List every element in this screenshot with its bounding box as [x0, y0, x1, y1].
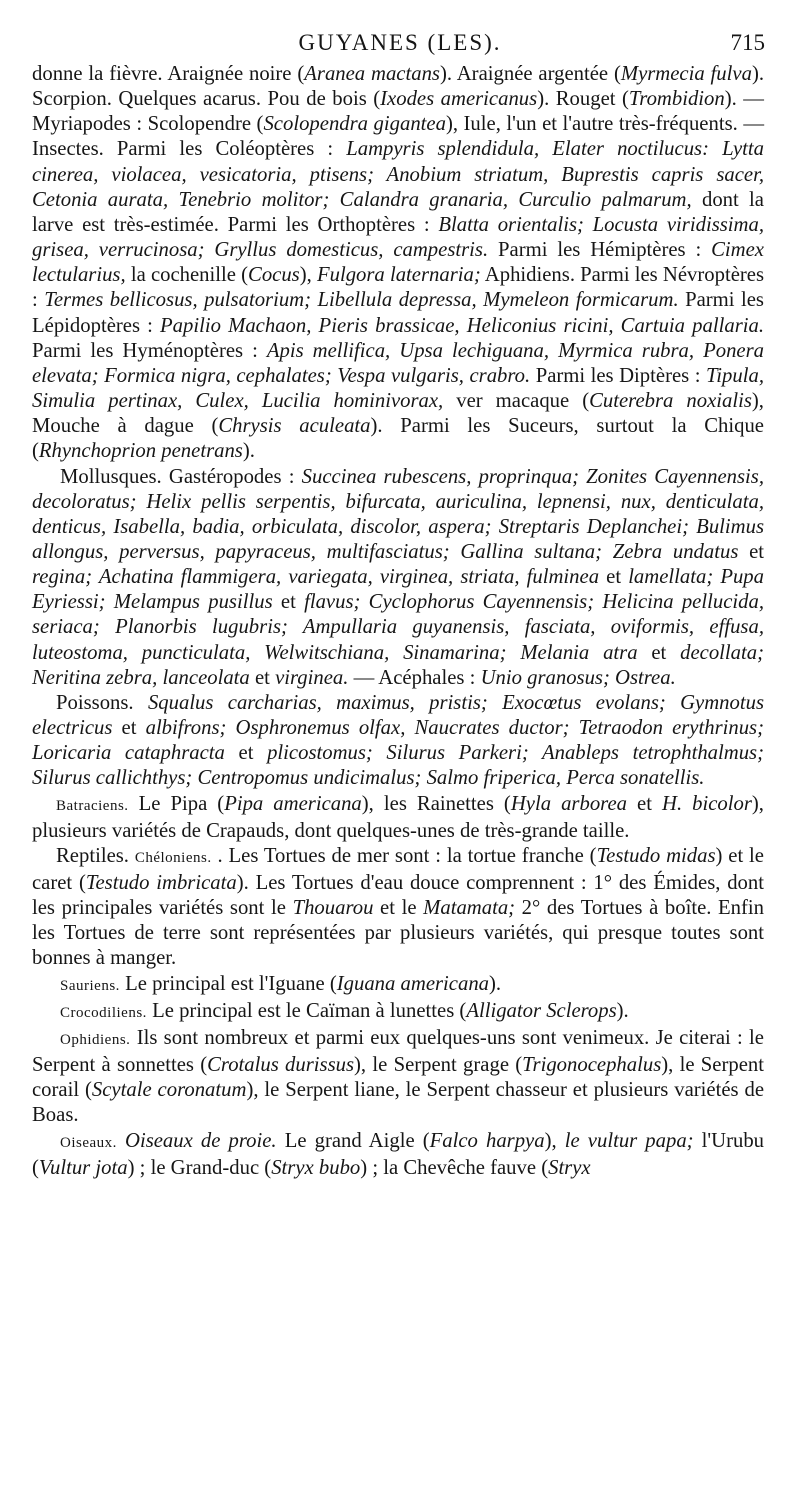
paragraph-sauriens: [32, 972, 764, 999]
text-run: Parmi les Hyménoptères :: [32, 339, 267, 362]
italic-run: Stryx: [548, 1156, 591, 1179]
italic-run: Blatta orientalis; Locusta viridissima, grisea, verrucinosa; Gryllus domesticus, campestris.: [32, 213, 764, 262]
text-run: . Les Tortues de mer sont : la tortue franche (: [211, 844, 597, 867]
italic-run: Hyla arborea: [510, 792, 627, 815]
text-run: et: [272, 591, 305, 614]
text-run: et: [626, 792, 662, 815]
text-run: ), Mouche à dague (: [32, 390, 764, 438]
text-run: et: [738, 540, 764, 563]
italic-run: Cocus: [248, 264, 300, 287]
italic-run: plicostomus; Silurus Parkeri; Anableps tetrophthalmus; Silurus callichthys; Centropomus undicimalus; Salmo friperica, Perca sonatellis.: [32, 742, 764, 790]
italic-run: Papilio Machaon, Pieris brassicae, Heliconius ricini, Cartuia pallaria.: [160, 314, 765, 337]
text-run: Mollusques. Gastéropodes :: [60, 465, 302, 488]
text-run: Reptiles.: [56, 844, 135, 867]
paragraph-crocodiliens: [32, 999, 764, 1026]
paragraph-ophidiens: [32, 1026, 764, 1129]
text-run: et: [224, 742, 268, 765]
text-run: ), le Serpent corail (: [32, 1054, 764, 1102]
italic-run: Oiseaux de proie.: [125, 1129, 277, 1152]
italic-run: Unio granosus; Ostrea.: [480, 666, 676, 689]
text-run: ).: [242, 440, 255, 463]
text-run: ). Scorpion. Quelques acarus. Pou de bois (: [32, 63, 764, 111]
italic-run: Squalus carcharias, maximus, pristis; Exocœtus evolans; Gymnotus electricus: [32, 691, 765, 740]
text-run: et: [599, 566, 629, 589]
italic-run: Succinea rubescens, proprinqua; Zonites Cayennensis, decoloratus; Helix pellis serpentis, bifurcata, auriculina, lepnensi, nux, denticulata, denticus, Isabella, badia, orbiculata, discolor, aspera; Streptaris Deplanchei; Bulimus allongus, perversus, papyraceus, multifasciatus; Gallina sultana; Zebra undatus: [32, 465, 764, 563]
text-run: Le Pipa (: [128, 792, 225, 815]
text-run: dont la larve est très-estimée. Parmi les Orthoptères :: [32, 188, 764, 236]
italic-run: Ixodes americanus: [380, 88, 538, 111]
text-run: ). Rouget (: [537, 88, 629, 111]
text-run: ), les Rainettes (: [361, 792, 511, 815]
page-number: 715: [730, 30, 765, 55]
text-run: Poissons.: [56, 691, 148, 714]
text-run: ) et le caret (: [32, 844, 764, 894]
italic-run: Rhynchoprion penetrans: [38, 440, 243, 463]
running-header: [35, 30, 765, 62]
paragraph-mollusques: [32, 465, 764, 691]
text-run: ver macaque (: [443, 390, 590, 413]
italic-run: Scolopendra gigantea: [263, 113, 446, 136]
text-run: et: [112, 717, 146, 740]
paragraph-reptiles: [32, 844, 764, 972]
italic-run: lamellata; Pupa Eyriessi; Melampus pusillus: [32, 566, 764, 614]
italic-run: Cuterebra noxialis: [589, 390, 752, 413]
italic-run: Lampyris splendidula, Elater noctilucus: Lytta cinerea, violacea, vesicatoria, ptisens; Anobium striatum, Buprestis capris sacer, Cetonia aurata, Tenebrio molitor; Calandra granaria, Curculio palmarum,: [32, 138, 764, 211]
italic-run: Testudo imbricata: [85, 872, 237, 894]
text-run: ), le Serpent grage (: [354, 1054, 523, 1077]
italic-run: Falco harpya: [429, 1129, 545, 1152]
italic-run: Matamata;: [423, 897, 516, 920]
text-run: ), plusieurs variétés de Crapauds, dont quelques-unes de très-grande taille.: [32, 792, 764, 842]
text-run: ),: [299, 264, 317, 287]
text-run: ). — Myriapodes : Scolopendre (: [32, 88, 764, 136]
italic-run: Thouarou: [292, 897, 374, 920]
text-run: ), Iule, l'un et l'autre très-fréquents. — Insectes. Parmi les Coléoptères :: [32, 113, 765, 161]
italic-run: decollata; Neritina zebra, lanceolata: [32, 641, 764, 689]
paragraph-oiseaux: [32, 1129, 764, 1181]
text-run: donne la fièvre. Araignée noire (: [32, 63, 305, 85]
text-run: Le principal est le Caïman à lunettes (: [146, 999, 467, 1022]
italic-run: Iguana americana: [336, 972, 490, 995]
italic-run: Pipa americana: [224, 792, 362, 815]
italic-run: Aranea mactans: [304, 63, 440, 85]
smallcaps-run: Ophidiens.: [60, 1031, 131, 1048]
text-run: ) ; le Grand-duc (: [127, 1156, 272, 1179]
text-run: ) ; la Chevêche fauve (: [360, 1156, 549, 1179]
italic-run: albifrons; Osphronemus olfax, Naucrates ductor; Tetraodon erythrinus; Loricaria cataphracta: [32, 717, 764, 765]
italic-run: Vultur jota: [38, 1156, 128, 1179]
italic-run: Myrmecia fulva: [620, 63, 752, 85]
text-run: Aphidiens. Parmi les Névroptères :: [32, 264, 765, 312]
text-run: et: [637, 641, 681, 664]
smallcaps-run: Crocodiliens.: [60, 1004, 147, 1021]
text-run: ).: [489, 972, 502, 995]
text-run: Le principal est l'Iguane (: [119, 972, 337, 995]
text-run: et le: [373, 897, 424, 920]
italic-run: Tipula, Simulia pertinax, Culex, Lucilia hominivorax,: [32, 364, 764, 413]
smallcaps-run: Batraciens.: [56, 797, 129, 814]
text-run: l'Urubu (: [32, 1129, 765, 1179]
italic-run: Trigonocephalus: [522, 1054, 662, 1077]
italic-run: Termes bellicosus, pulsatorium; Libellula depressa, Mymeleon formicarum.: [44, 289, 679, 312]
text-run: Parmi les Lépidoptères :: [32, 289, 764, 337]
italic-run: Cimex lectularius,: [32, 239, 764, 287]
text-run: 2° des Tortues à boîte. Enfin les Tortues de terre sont représentées par plusieurs variétés, qui presque toutes sont bonnes à manger.: [32, 897, 764, 970]
text-run: ). Araignée argentée (: [439, 63, 621, 85]
text-run: Parmi les Hémiptères :: [488, 239, 712, 262]
italic-run: Stryx bubo: [271, 1156, 361, 1179]
italic-run: Trombidion: [628, 88, 725, 111]
paragraph-batraciens: [32, 792, 764, 844]
italic-run: Testudo midas: [596, 844, 716, 867]
text-run: ). Parmi les Suceurs, surtout la Chique (: [32, 415, 764, 463]
text-run: Le grand Aigle (: [276, 1129, 430, 1152]
body-text: [32, 62, 764, 1181]
italic-run: virginea.: [275, 666, 349, 689]
paragraph-insects: [32, 62, 764, 465]
italic-run: flavus; Cyclophorus Cayennensis; Helicina pellucida, seriaca; Planorbis lugubris; Ampullaria guyanensis, fasciata, oviformis, effusa, luteostoma, puncticulata, Welwitschiana, Sinamarina; Melania atra: [32, 591, 764, 664]
smallcaps-run: Oiseaux.: [60, 1134, 117, 1151]
text-run: — Acéphales :: [348, 666, 481, 689]
italic-run: Alligator Sclerops: [466, 999, 617, 1022]
italic-run: Apis mellifica, Upsa lechiguana, Myrmica rubra, Ponera elevata; Formica nigra, cephalates; Vespa vulgaris, crabro.: [32, 339, 764, 387]
text-run: Ils sont nombreux et parmi eux quelques-uns sont venimeux. Je citerai : le Serpent à sonnettes (: [32, 1026, 764, 1077]
italic-run: Crotalus durissus: [207, 1054, 355, 1077]
text-run: ),: [544, 1129, 565, 1152]
text-run: ).: [616, 999, 629, 1022]
text-run: la cochenille (: [125, 264, 249, 287]
italic-run: Scytale coronatum: [91, 1079, 247, 1102]
paragraph-poissons: [32, 691, 764, 792]
text-run: [117, 1130, 125, 1152]
italic-run: Fulgora laternaria;: [316, 264, 481, 287]
text-run: et: [249, 666, 276, 689]
smallcaps-run: Chéloniens.: [134, 849, 212, 866]
text-run: ). Les Tortues d'eau douce comprennent : 1° des Émides, dont les principales variétés sont le: [32, 872, 764, 920]
italic-run: regina; Achatina flammigera, variegata, virginea, striata, fulminea: [32, 566, 600, 589]
smallcaps-run: Sauriens.: [60, 977, 120, 994]
text-run: Parmi les Diptères :: [530, 364, 706, 387]
text-run: ), le Serpent liane, le Serpent chasseur et plusieurs variétés de Boas.: [32, 1079, 765, 1127]
running-title: GUYANES (LES).: [298, 30, 502, 55]
italic-run: Chrysis aculeata: [218, 415, 371, 438]
italic-run: H. bicolor: [662, 792, 752, 815]
italic-run: le vultur papa;: [564, 1129, 694, 1152]
